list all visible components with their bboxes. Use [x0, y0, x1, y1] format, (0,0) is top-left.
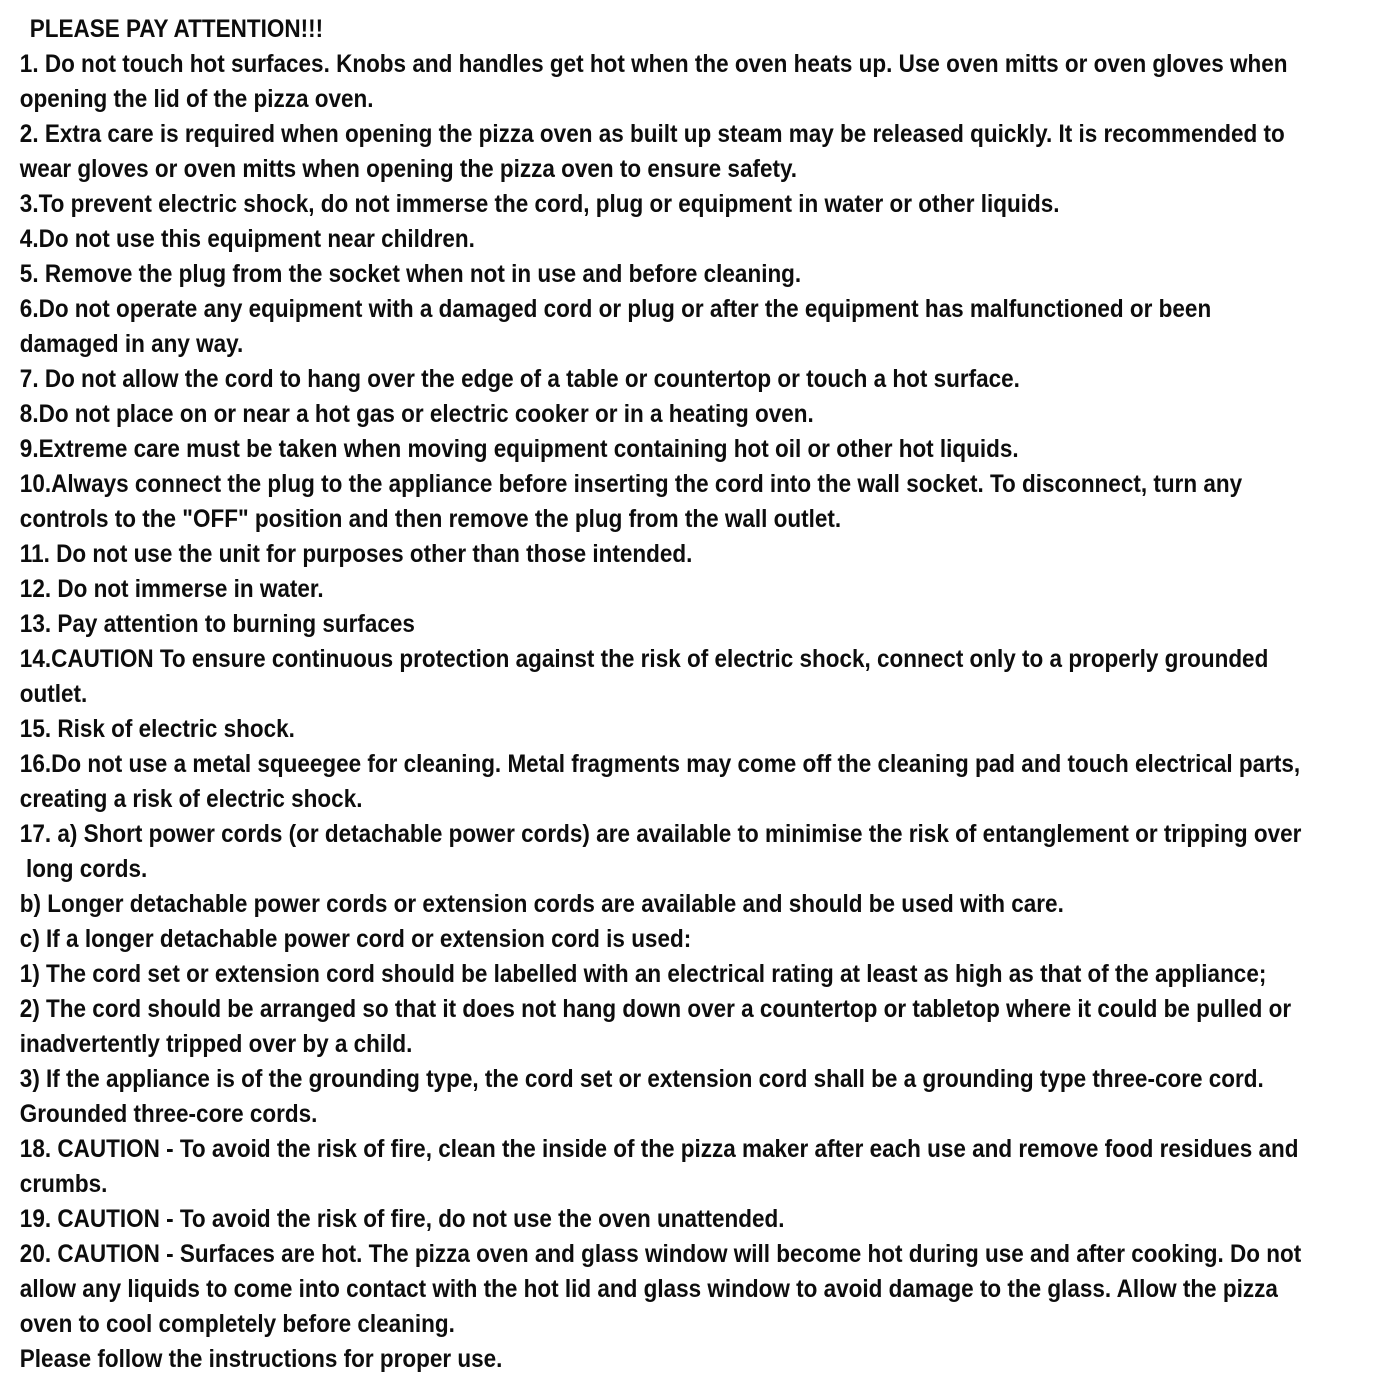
text-line: 20. CAUTION - Surfaces are hot. The pizza oven and glass window will become hot during use and after cooking. Do not: [19, 1240, 1302, 1268]
text-line: 3) If the appliance is of the grounding type, the cord set or extension cord shall be a grounding type three-core cord.: [19, 1065, 1264, 1093]
text-line: 4.Do not use this equipment near children.: [19, 225, 475, 253]
text-line: 17. a) Short power cords (or detachable power cords) are available to minimise the risk of entanglement or tripping over: [19, 820, 1302, 848]
text-line: 19. CAUTION - To avoid the risk of fire, do not use the oven unattended.: [19, 1205, 785, 1233]
text-line: allow any liquids to come into contact with the hot lid and glass window to avoid damage to the glass. Allow the pizza: [19, 1275, 1278, 1303]
text-line: c) If a longer detachable power cord or extension cord is used:: [19, 925, 692, 953]
text-line: b) Longer detachable power cords or extension cords are available and should be used with care.: [19, 890, 1064, 918]
text-line: crumbs.: [19, 1170, 108, 1198]
text-line: inadvertently tripped over by a child.: [19, 1030, 413, 1058]
text-line: 13. Pay attention to burning surfaces: [19, 610, 415, 638]
text-line: damaged in any way.: [19, 330, 244, 358]
text-line: outlet.: [19, 680, 88, 708]
text-line: 1. Do not touch hot surfaces. Knobs and handles get hot when the oven heats up. Use oven mitts or oven gloves when: [19, 50, 1288, 78]
text-line: 9.Extreme care must be taken when moving equipment containing hot oil or other hot liquids.: [19, 435, 1019, 463]
text-line: long cords.: [19, 855, 148, 883]
text-line: wear gloves or oven mitts when opening the pizza oven to ensure safety.: [19, 155, 798, 183]
text-line: 10.Always connect the plug to the appliance before inserting the cord into the wall socket. To disconnect, turn any: [19, 470, 1243, 498]
text-line: 7. Do not allow the cord to hang over the edge of a table or countertop or touch a hot surface.: [19, 365, 1020, 393]
text-line: 2. Extra care is required when opening the pizza oven as built up steam may be released quickly. It is recommended to: [19, 120, 1285, 148]
instructions-text-body: [20, 47, 1400, 1377]
text-line: 1) The cord set or extension cord should be labelled with an electrical rating at least as high as that of the appliance;: [19, 960, 1267, 988]
text-line: 15. Risk of electric shock.: [19, 715, 295, 743]
text-line: 14.CAUTION To ensure continuous protection against the risk of electric shock, connect only to a properly grounded: [19, 645, 1269, 673]
text-line: 11. Do not use the unit for purposes other than those intended.: [19, 540, 693, 568]
text-line: opening the lid of the pizza oven.: [19, 85, 374, 113]
page-title: PLEASE PAY ATTENTION!!!: [29, 15, 324, 43]
text-line: controls to the "OFF" position and then remove the plug from the wall outlet.: [19, 505, 842, 533]
text-line: oven to cool completely before cleaning.: [19, 1310, 455, 1338]
text-line: 2) The cord should be arranged so that it does not hang down over a countertop or tabletop where it could be pulled or: [19, 995, 1292, 1023]
text-line: 5. Remove the plug from the socket when not in use and before cleaning.: [19, 260, 802, 288]
text-line: creating a risk of electric shock.: [19, 785, 363, 813]
text-line: 12. Do not immerse in water.: [19, 575, 324, 603]
text-line: Please follow the instructions for proper use.: [19, 1345, 503, 1373]
text-line: 8.Do not place on or near a hot gas or electric cooker or in a heating oven.: [19, 400, 814, 428]
text-line: 3.To prevent electric shock, do not immerse the cord, plug or equipment in water or other liquids.: [19, 190, 1060, 218]
text-line: Grounded three-core cords.: [19, 1100, 318, 1128]
text-line: 16.Do not use a metal squeegee for cleaning. Metal fragments may come off the cleaning pad and touch electrical parts,: [19, 750, 1301, 778]
text-line: 18. CAUTION - To avoid the risk of fire, clean the inside of the pizza maker after each use and remove food residues and: [19, 1135, 1299, 1163]
text-line: 6.Do not operate any equipment with a damaged cord or plug or after the equipment has malfunctioned or been: [19, 295, 1212, 323]
